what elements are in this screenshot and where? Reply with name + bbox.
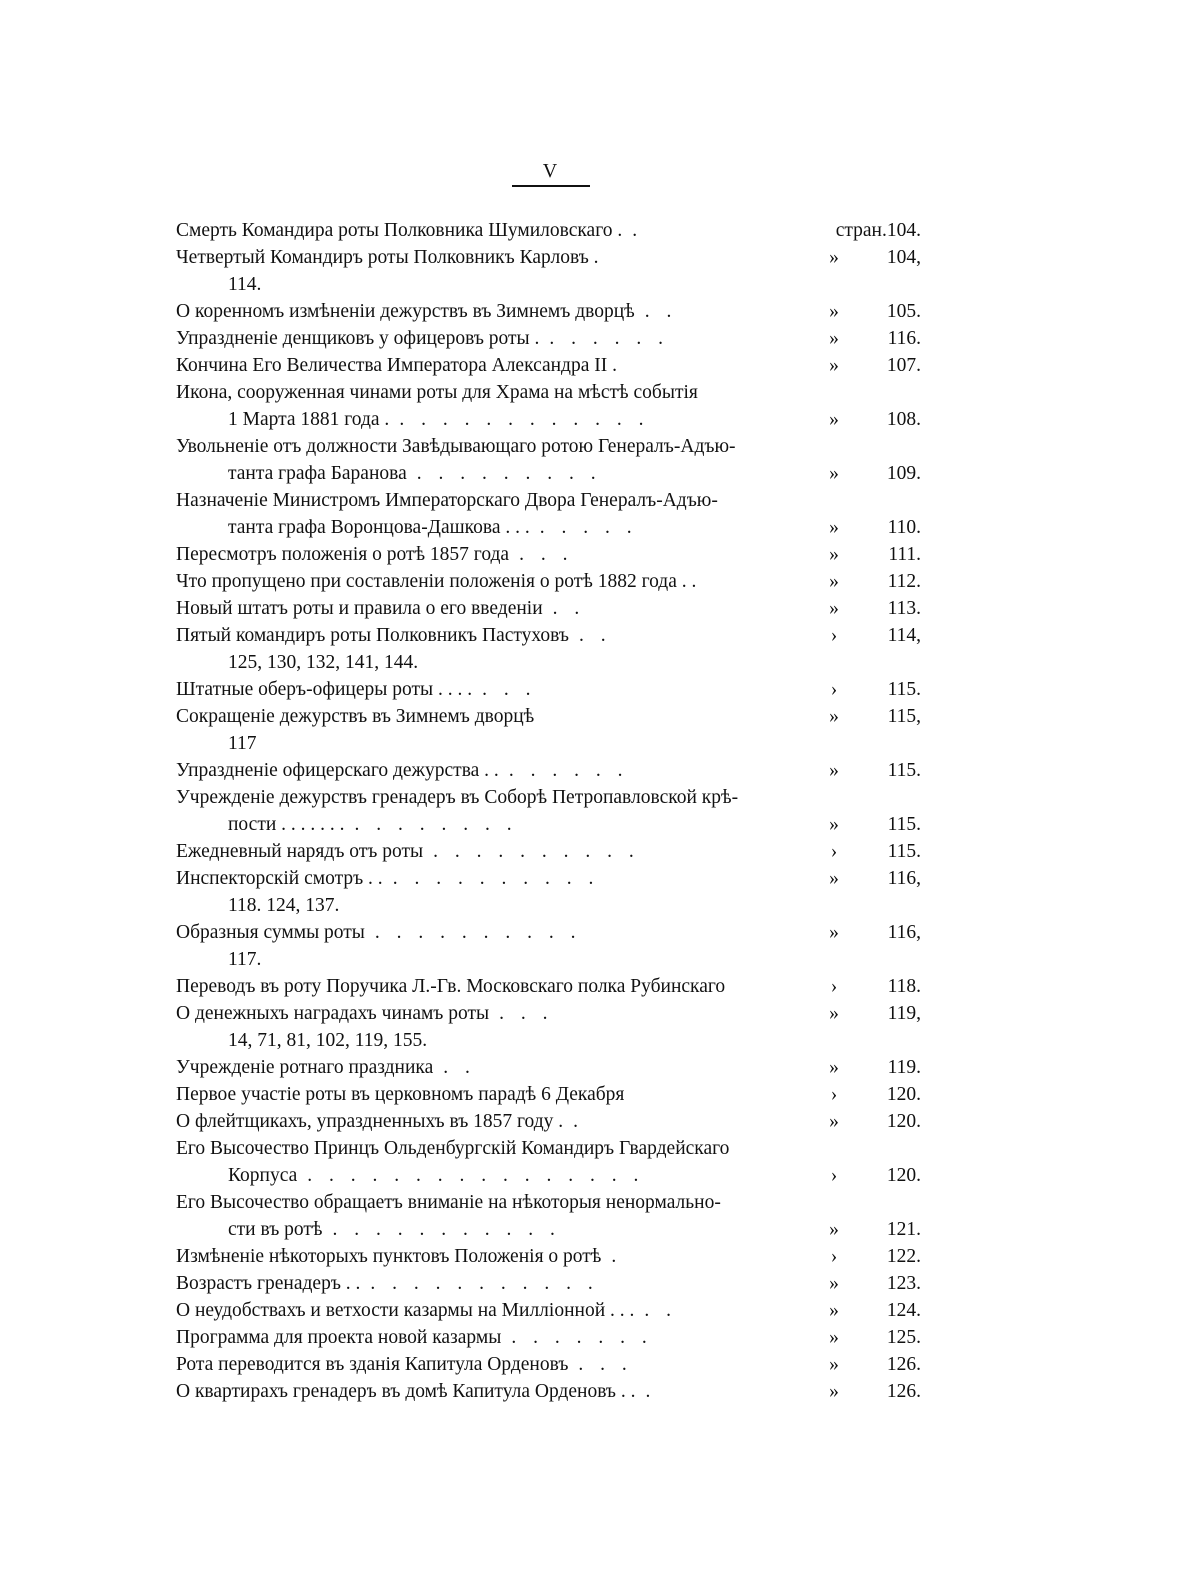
toc-page-ref: 115. (887, 841, 921, 862)
toc-entry-title: Смерть Командира роты Полковника Шумиловскаго . . (176, 220, 644, 241)
toc-entry-title: Образныя суммы роты . . . . . . . . . . (176, 922, 582, 943)
toc-page-ref: 115. (887, 760, 921, 781)
toc-page-ref: 126. (886, 1354, 921, 1375)
toc-entry-continuation-text: 117 (228, 733, 257, 754)
toc-page-ref: стран.104. (835, 220, 921, 241)
leader-dots: . . . . . (539, 517, 638, 538)
toc-entry-line (176, 1054, 921, 1081)
toc-page-ref: 115, (887, 706, 921, 727)
toc-entry (176, 541, 921, 568)
toc-entry-line (176, 487, 921, 514)
leader-dots: . . (552, 598, 586, 619)
leader-dots: . . . . . . . . (354, 814, 518, 835)
toc-entry (176, 568, 921, 595)
toc-page-ref: 119, (887, 1003, 921, 1024)
toc-entry-line (176, 838, 921, 865)
ditto-mark: › (830, 1084, 838, 1105)
toc-entry-line (176, 1297, 921, 1324)
leader-dots: . . . . . . . . . . . . . . . . (307, 1165, 645, 1186)
leader-dots: . . . . . . . . . . (374, 922, 582, 943)
toc-entry (176, 1135, 921, 1189)
leader-dots: . . . . . . . . . . (433, 841, 640, 862)
leader-dots: . (573, 1111, 585, 1132)
toc-entry (176, 1108, 921, 1135)
toc-entry (176, 352, 921, 379)
toc-entry-line (176, 568, 921, 595)
ditto-mark: › (830, 625, 838, 646)
toc-entry-title: Сокращеніе дежурствъ въ Зимнемъ дворцѣ (176, 706, 535, 727)
toc-entry (176, 1081, 921, 1108)
toc-entry (176, 1324, 921, 1351)
toc-page-ref: 126. (886, 1381, 921, 1402)
toc-entry-continuation (176, 946, 921, 973)
toc-entry-continuation-text: 1 Марта 1881 года . . . . . . . . . . . . . (228, 409, 650, 430)
ditto-mark: › (830, 976, 838, 997)
page-number: V (542, 160, 558, 182)
toc-entry-continuation-text: 14, 71, 81, 102, 119, 155. (228, 1030, 428, 1051)
toc-entry-continuation-text: танта графа Баранова . . . . . . . . . (228, 463, 602, 484)
toc-entry-title: Четвертый Командиръ роты Полковникъ Карловъ . (176, 247, 599, 268)
leader-dots: . . . . . . . . . . . (370, 1273, 599, 1294)
toc-entry-continuation (176, 1027, 921, 1054)
toc-entry (176, 784, 921, 838)
ditto-mark: » (829, 328, 839, 349)
toc-entry-continuation (176, 1162, 921, 1189)
ditto-mark: » (829, 1354, 839, 1375)
toc-entry (176, 865, 921, 919)
leader-dots: . . (644, 1300, 677, 1321)
toc-entry-line (176, 1135, 921, 1162)
toc-entry-title: О флейтщикахъ, упраздненныхъ въ 1857 году . . (176, 1111, 585, 1132)
leader-dots: . (645, 1381, 657, 1402)
toc-page-ref: 124. (886, 1300, 921, 1321)
toc-entry (176, 595, 921, 622)
toc-page-ref: 121. (886, 1219, 921, 1240)
toc-entry (176, 379, 921, 433)
ditto-mark: » (829, 355, 839, 376)
toc-entry-title: О коренномъ измѣненіи дежурствъ въ Зимнемъ дворцѣ . . (176, 301, 678, 322)
ditto-mark: › (830, 679, 838, 700)
toc-entry-line (176, 541, 921, 568)
toc-entry-continuation (176, 460, 921, 487)
toc-entry-continuation-text: 114. (228, 274, 262, 295)
toc-page-ref: 105. (886, 301, 921, 322)
ditto-mark: » (829, 1111, 839, 1132)
toc-entry-title: Учрежденіе дежурствъ гренадеръ въ Соборѣ Петропавловской крѣ- (176, 787, 739, 808)
toc-entry-continuation (176, 406, 921, 433)
ditto-mark: » (829, 463, 839, 484)
toc-page-ref: 118. (887, 976, 921, 997)
ditto-mark: » (829, 409, 839, 430)
toc-entry (176, 1378, 921, 1405)
toc-entry-line (176, 1000, 921, 1027)
toc-entry (176, 622, 921, 676)
toc-entry (176, 1297, 921, 1324)
leader-dots: . . . . . . (508, 760, 629, 781)
toc-entry-continuation (176, 892, 921, 919)
toc-entry-line (176, 379, 921, 406)
toc-entry-continuation-text: 118. 124, 137. (228, 895, 340, 916)
toc-entry-continuation (176, 271, 921, 298)
toc-entry-line (176, 298, 921, 325)
toc-page-ref: 120. (886, 1084, 921, 1105)
ditto-mark: » (829, 706, 839, 727)
toc-entry-title: Его Высочество обращаетъ вниманіе на нѣкоторыя ненормально- (176, 1192, 721, 1213)
leader-dots: . . . . . . . . . (416, 463, 602, 484)
toc-entry-continuation-text: 117. (228, 949, 262, 970)
toc-entry-line (176, 595, 921, 622)
toc-entry-title: Учрежденіе ротнаго праздника . . (176, 1057, 476, 1078)
ditto-mark: » (829, 247, 839, 268)
ditto-mark: » (829, 760, 839, 781)
toc-entry-line (176, 1270, 921, 1297)
toc-entry-line (176, 352, 921, 379)
toc-entry-line (176, 757, 921, 784)
toc-entry (176, 217, 921, 244)
ditto-mark: » (829, 1327, 839, 1348)
toc-entry (176, 298, 921, 325)
leader-dots: . . . (499, 1003, 554, 1024)
toc-entry (176, 919, 921, 973)
toc-page-ref: 120. (886, 1165, 921, 1186)
toc-page-ref: 120. (886, 1111, 921, 1132)
toc-entry-title: Пятый командиръ роты Полковникъ Пастуховъ . . (176, 625, 612, 646)
toc-entry (176, 1000, 921, 1054)
toc-entry (176, 325, 921, 352)
toc-entry-title: Увольненіе отъ должности Завѣдывающаго ротою Генералъ-Адъю- (176, 436, 736, 457)
toc-entry (176, 433, 921, 487)
toc-page-ref: 114, (887, 625, 921, 646)
toc-page-ref: 107. (886, 355, 921, 376)
leader-dots: . (611, 1246, 623, 1267)
toc-entry-title: Что пропущено при составленіи положенія о ротѣ 1882 года . . (176, 571, 697, 592)
toc-page-ref: 116, (887, 868, 921, 889)
leader-dots: . . (443, 1057, 476, 1078)
toc-page-ref: 119. (887, 1057, 921, 1078)
toc-entry-title: Возрастъ гренадеръ . . . . . . . . . . . . . (176, 1273, 599, 1294)
toc-entry-continuation-text: танта графа Воронцова-Дашкова . . . . . . . . (228, 517, 638, 538)
toc-entry-title: Переводъ въ роту Поручика Л.-Гв. Московскаго полка Рубинскаго (176, 976, 726, 997)
leader-dots: . . . (482, 679, 537, 700)
toc-page-ref: 125. (886, 1327, 921, 1348)
ditto-mark: » (829, 1381, 839, 1402)
toc-entry (176, 244, 921, 298)
toc-page-ref: 108. (886, 409, 921, 430)
toc-entry-line (176, 433, 921, 460)
toc-entry (176, 1189, 921, 1243)
toc-page-ref: 113. (887, 598, 921, 619)
leader-dots: . . (578, 625, 612, 646)
ditto-mark: » (829, 571, 839, 592)
toc-entry-title: Измѣненіе нѣкоторыхъ пунктовъ Положенія о ротѣ . (176, 1246, 623, 1267)
toc-entry-line (176, 1189, 921, 1216)
ditto-mark: » (829, 814, 839, 835)
toc-entry-title: Икона, сооруженная чинами роты для Храма на мѣстѣ событія (176, 382, 698, 403)
toc-page-ref: 123. (886, 1273, 921, 1294)
ditto-mark: » (829, 1057, 839, 1078)
toc-entry-continuation (176, 730, 921, 757)
toc-entry-continuation (176, 1216, 921, 1243)
leader-dots: . . . (578, 1354, 633, 1375)
ditto-mark: » (829, 1003, 839, 1024)
toc-entry-title: Штатные оберъ-офицеры роты . . . . . . . (176, 679, 537, 700)
toc-entry-line (176, 973, 921, 1000)
toc-entry (176, 1351, 921, 1378)
ditto-mark: › (830, 841, 838, 862)
toc-page-ref: 115. (887, 679, 921, 700)
toc-entry (176, 757, 921, 784)
leader-dots: . . . . . . . . . . (392, 868, 600, 889)
toc-entry-continuation-text: Корпуса . . . . . . . . . . . . . . . . (228, 1165, 645, 1186)
toc-entry-line (176, 244, 921, 271)
header-rule (512, 185, 590, 187)
toc-entry-title: Новый штатъ роты и правила о его введеніи . . (176, 598, 586, 619)
toc-entry-continuation (176, 649, 921, 676)
ditto-mark: › (830, 1165, 838, 1186)
leader-dots: . . . . . . . . . . . (332, 1219, 561, 1240)
toc-entry-title: Ежедневный нарядъ отъ роты . . . . . . . . . . (176, 841, 640, 862)
leader-dots: . . . . . . . . . . . . (399, 409, 650, 430)
toc-page-ref: 112. (887, 571, 921, 592)
toc-entry-line (176, 1378, 921, 1405)
table-of-contents (176, 217, 921, 1405)
toc-entry-line (176, 1081, 921, 1108)
toc-entry (176, 1243, 921, 1270)
toc-page-ref: 122. (886, 1246, 921, 1267)
toc-entry (176, 1054, 921, 1081)
toc-entry-continuation (176, 514, 921, 541)
ditto-mark: » (829, 922, 839, 943)
ditto-mark: » (829, 544, 839, 565)
toc-entry (176, 838, 921, 865)
ditto-mark: » (829, 301, 839, 322)
toc-entry-line (176, 919, 921, 946)
toc-entry-title: Инспекторскій смотръ . . . . . . . . . . . . (176, 868, 600, 889)
toc-entry-continuation-text: 125, 130, 132, 141, 144. (228, 652, 419, 673)
toc-entry-continuation-text: сти въ ротѣ . . . . . . . . . . . (228, 1219, 561, 1240)
toc-page-ref: 109. (886, 463, 921, 484)
toc-entry-line (176, 703, 921, 730)
toc-entry-title: Упраздненіе офицерскаго дежурства . . . . . . . . (176, 760, 629, 781)
ditto-mark: » (829, 868, 839, 889)
toc-entry-title: Программа для проекта новой казармы . . . . . . . (176, 1327, 653, 1348)
toc-page-ref: 115. (887, 814, 921, 835)
toc-entry (176, 1270, 921, 1297)
toc-entry (176, 973, 921, 1000)
toc-entry-title: Упраздненіе денщиковъ у офицеровъ роты . . . . . . . (176, 328, 670, 349)
leader-dots: . . . (519, 544, 574, 565)
toc-entry-continuation-text: пости . . . . . . . . . . . . . . . (228, 814, 518, 835)
toc-page-ref: 110. (887, 517, 921, 538)
toc-page-ref: 111. (888, 544, 921, 565)
leader-dots: . (632, 220, 644, 241)
ditto-mark: › (830, 1246, 838, 1267)
toc-entry-line (176, 865, 921, 892)
toc-entry-continuation (176, 811, 921, 838)
toc-page-ref: 104, (886, 247, 921, 268)
toc-entry-title: Рота переводится въ зданія Капитула Орденовъ . . . (176, 1354, 633, 1375)
toc-entry-title: Назначеніе Министромъ Императорскаго Двора Генералъ-Адъю- (176, 490, 718, 511)
ditto-mark: » (829, 1273, 839, 1294)
toc-entry-title: Первое участіе роты въ церковномъ парадѣ 6 Декабря (176, 1084, 625, 1105)
toc-entry-line (176, 1108, 921, 1135)
toc-entry-title: Его Высочество Принцъ Ольденбургскій Командиръ Гвардейскаго (176, 1138, 730, 1159)
leader-dots: . . . . . . (549, 328, 670, 349)
toc-entry-line (176, 784, 921, 811)
toc-entry-line (176, 1324, 921, 1351)
leader-dots: . . (644, 301, 678, 322)
toc-entry-title: Пересмотръ положенія о ротѣ 1857 года . . . (176, 544, 574, 565)
toc-entry (176, 676, 921, 703)
toc-entry-title: О неудобствахъ и ветхости казармы на Милліонной . . . . . (176, 1300, 677, 1321)
ditto-mark: » (829, 517, 839, 538)
toc-entry-line (176, 217, 921, 244)
toc-entry-line (176, 1243, 921, 1270)
toc-entry (176, 703, 921, 757)
ditto-mark: » (829, 598, 839, 619)
toc-page-ref: 116. (887, 328, 921, 349)
toc-entry-line (176, 676, 921, 703)
toc-entry-line (176, 1351, 921, 1378)
toc-entry-title: Кончина Его Величества Императора Александра II . (176, 355, 617, 376)
toc-page-ref: 116, (887, 922, 921, 943)
toc-entry-line (176, 622, 921, 649)
toc-entry-line (176, 325, 921, 352)
leader-dots: . . . . . . . (511, 1327, 653, 1348)
toc-entry (176, 487, 921, 541)
ditto-mark: » (829, 1300, 839, 1321)
ditto-mark: » (829, 1219, 839, 1240)
toc-entry-title: О денежныхъ наградахъ чинамъ роты . . . (176, 1003, 554, 1024)
toc-entry-title: О квартирахъ гренадеръ въ домѣ Капитула Орденовъ . . . (176, 1381, 657, 1402)
